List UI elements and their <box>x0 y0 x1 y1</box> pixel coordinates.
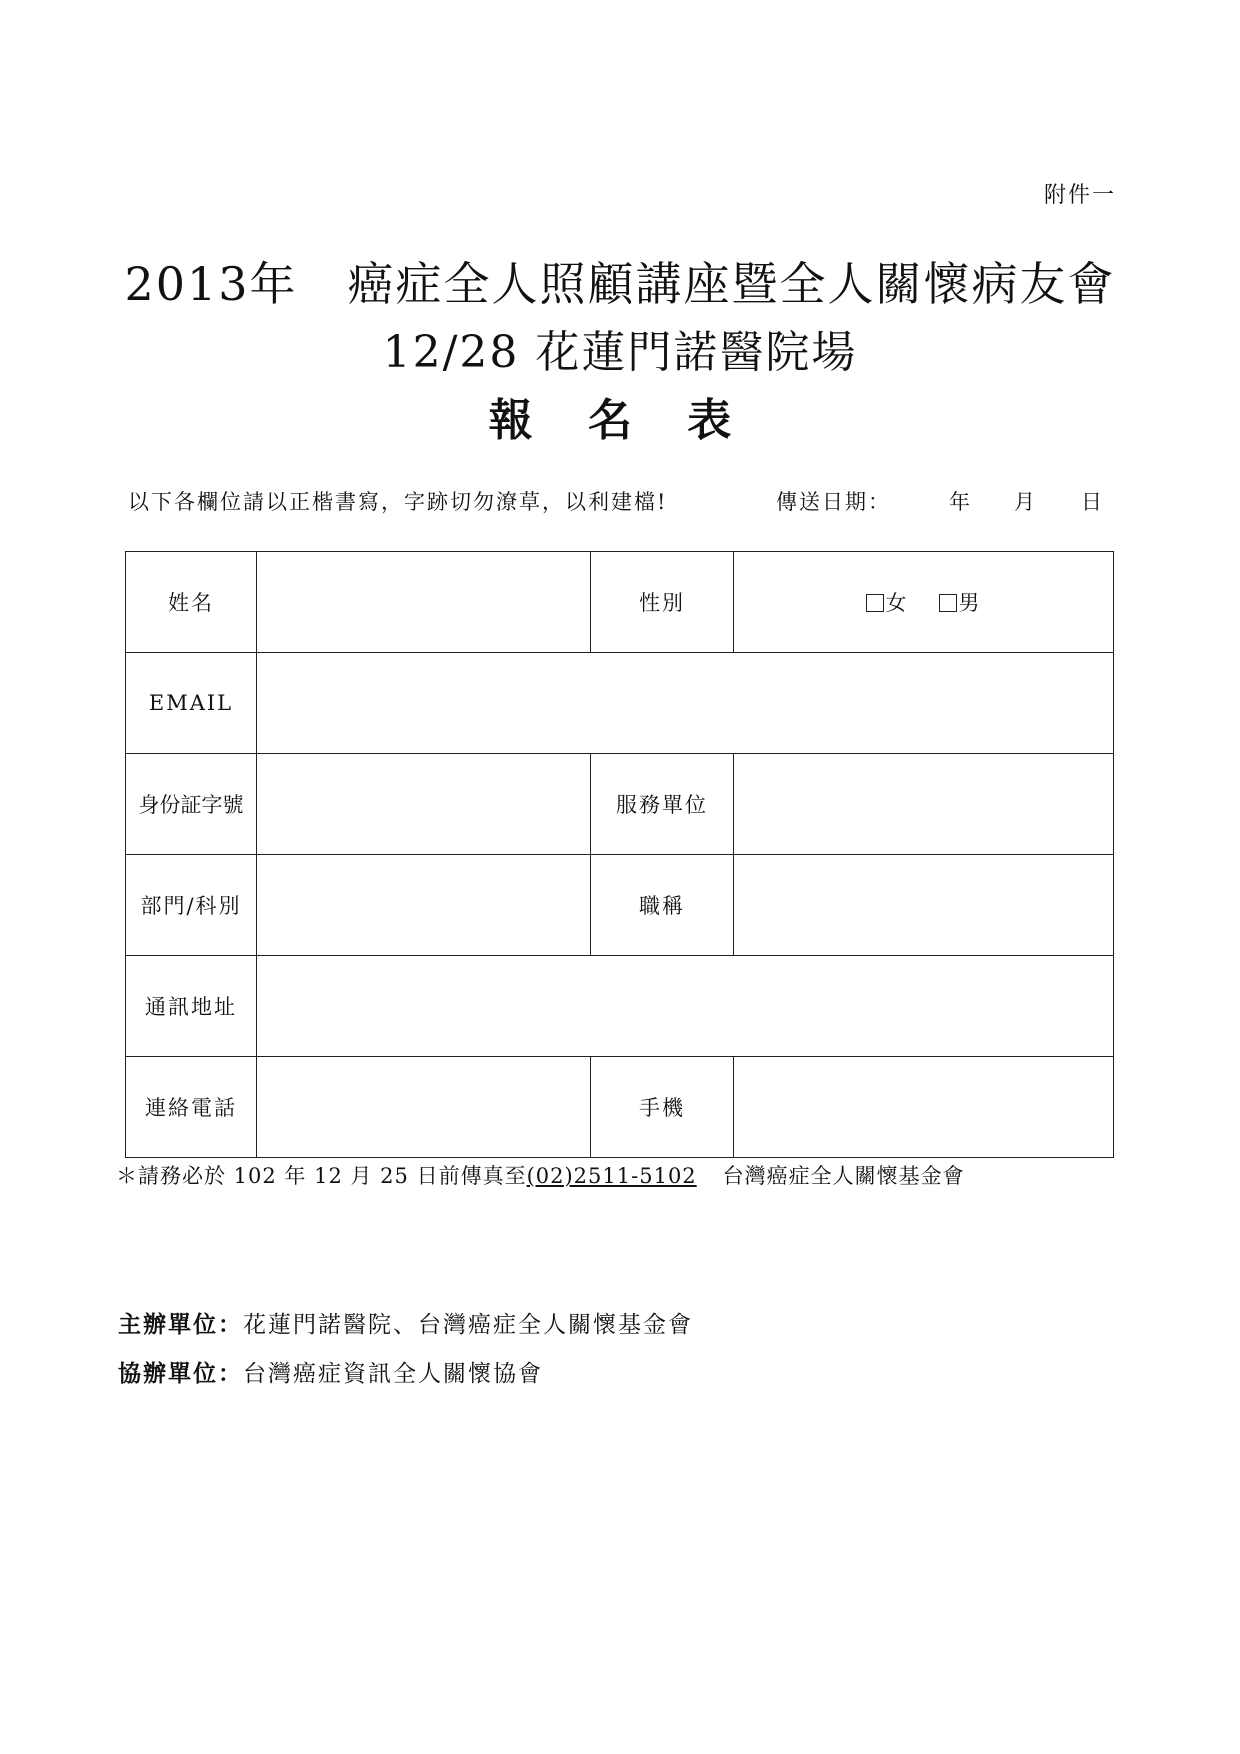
female-label: 女 <box>885 591 909 615</box>
mobile-label: 手機 <box>591 1057 734 1158</box>
email-label: EMAIL <box>126 653 257 754</box>
attachment-label: 附件一 <box>1043 183 1116 208</box>
title-event: 癌症全人照顧講座暨全人關懷病友會 <box>347 257 1116 311</box>
gender-field <box>734 552 1114 653</box>
footnote-org: 台灣癌症全人關懷基金會 <box>722 1164 965 1188</box>
send-date-day-unit: 日 <box>1081 490 1104 514</box>
id-field[interactable] <box>257 754 591 855</box>
send-date-month-unit: 月 <box>1014 490 1037 514</box>
id-label: 身份証字號 <box>126 754 257 855</box>
footnote-prefix: ＊請務必於 102 年 12 月 25 日前傳真至 <box>116 1164 527 1188</box>
table-row <box>126 552 1114 653</box>
table-row <box>126 754 1114 855</box>
mobile-field[interactable] <box>734 1057 1114 1158</box>
cohost-organizer <box>118 1355 543 1388</box>
department-label: 部門/科別 <box>126 855 257 956</box>
job-title-label: 職稱 <box>591 855 734 956</box>
employer-field[interactable] <box>734 754 1114 855</box>
title-session: 12/28 花蓮門諾醫院場 <box>382 327 858 378</box>
address-label: 通訊地址 <box>126 956 257 1057</box>
female-checkbox[interactable] <box>866 594 884 612</box>
department-field[interactable] <box>257 855 591 956</box>
employer-label: 服務單位 <box>591 754 734 855</box>
address-field[interactable] <box>257 956 1114 1057</box>
gender-label: 性別 <box>591 552 734 653</box>
host-value: 花蓮門諾醫院、台灣癌症全人關懷基金會 <box>243 1312 693 1338</box>
cohost-label: 協辦單位： <box>118 1360 243 1387</box>
name-label: 姓名 <box>126 552 257 653</box>
send-date-label: 傳送日期： <box>776 490 891 514</box>
table-row <box>126 1057 1114 1158</box>
job-title-field[interactable] <box>734 855 1114 956</box>
title-line-1 <box>0 248 1240 314</box>
host-label: 主辦單位： <box>118 1311 243 1338</box>
cohost-value: 台灣癌症資訊全人關懷協會 <box>243 1361 543 1387</box>
host-organizer <box>118 1306 693 1339</box>
registration-table <box>125 551 1114 1158</box>
send-date <box>776 486 1104 516</box>
phone-label: 連絡電話 <box>126 1057 257 1158</box>
send-date-year-unit: 年 <box>949 490 972 514</box>
title-year: 2013年 <box>124 257 298 311</box>
instruction-text: 以下各欄位請以正楷書寫，字跡切勿潦草，以利建檔! <box>128 490 668 514</box>
male-label: 男 <box>958 591 982 615</box>
phone-field[interactable] <box>257 1057 591 1158</box>
table-row <box>126 653 1114 754</box>
male-checkbox[interactable] <box>939 594 957 612</box>
form-name: 報 名 表 <box>488 395 752 446</box>
gender-female-option[interactable] <box>866 587 909 617</box>
fax-number: (02)2511-5102 <box>526 1164 697 1188</box>
name-field[interactable] <box>257 552 591 653</box>
table-row <box>126 956 1114 1057</box>
email-field[interactable] <box>257 653 1114 754</box>
gender-male-option[interactable] <box>939 587 982 617</box>
footnote <box>116 1160 965 1190</box>
table-row <box>126 855 1114 956</box>
